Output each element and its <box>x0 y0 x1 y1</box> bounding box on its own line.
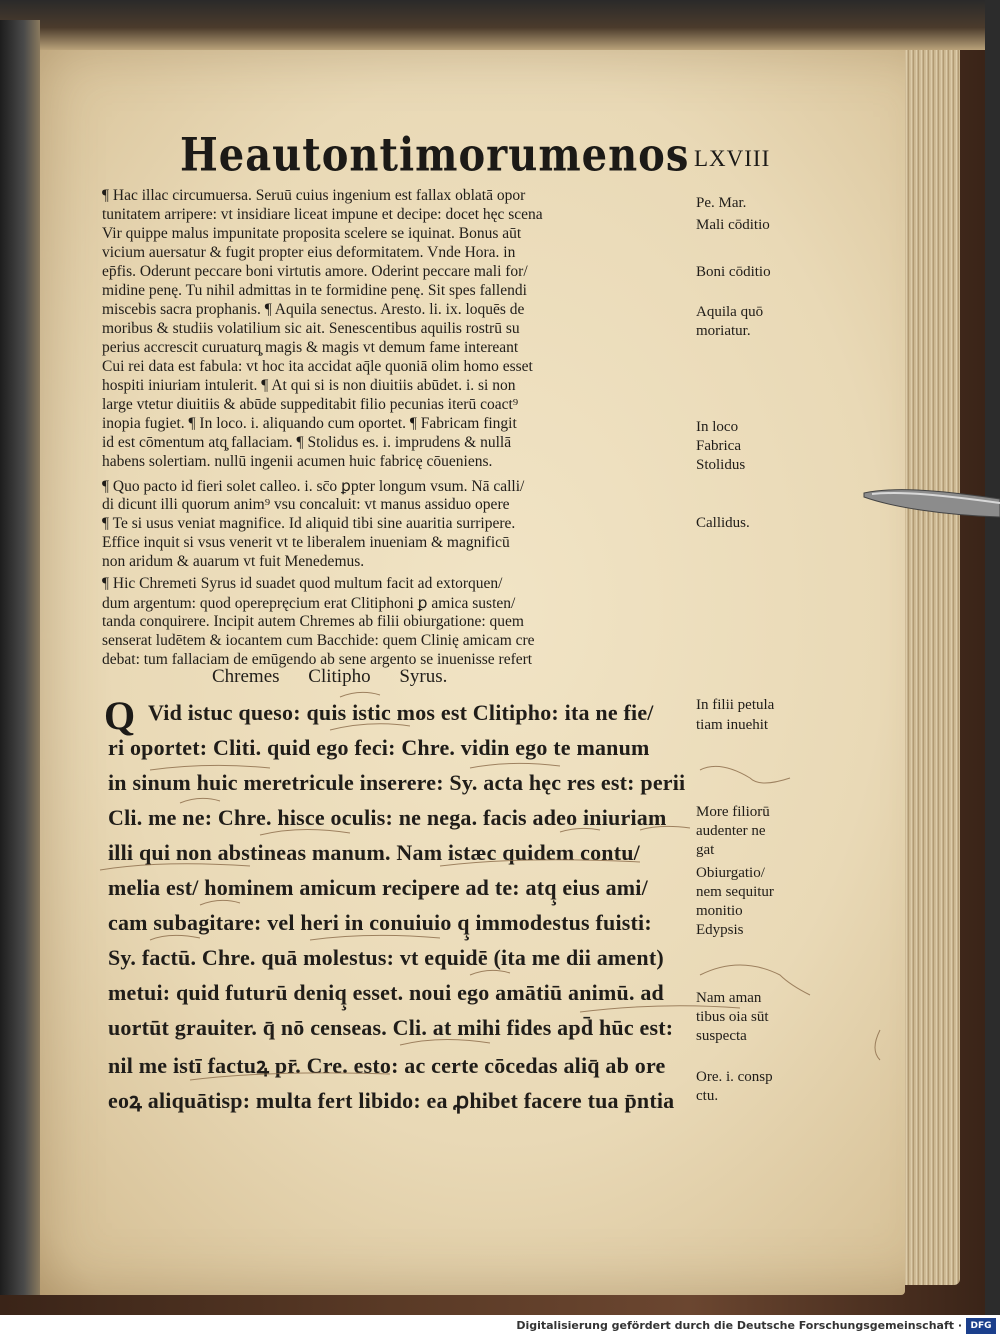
commentary-line: large vtetur diuitiis & abūde suppeditabit filio pecunias iterū coact⁹ <box>102 396 519 413</box>
verse-line: uortūt grauiter. q̄ nō censeas. Cli. at mihi fides apd̄ hūc est: <box>108 1015 674 1040</box>
dfg-logo: DFG <box>966 1318 996 1334</box>
commentary-line: ¶ Te si usus veniat magnifice. Id aliquid tibi sine auaritia surripere. <box>102 515 516 532</box>
margin-note: Stolidus <box>696 457 746 473</box>
margin-note: Nam aman <box>696 990 762 1006</box>
folio-number: LXVIII <box>694 146 771 171</box>
margin-note: gat <box>696 842 715 858</box>
commentary-line: Effice inquit si vsus venerit vt te liberalem inueniam & magnificū <box>102 534 510 551</box>
commentary-line: id est cōmentum atq̧ fallaciam. ¶ Stolidus es. i. imprudens & nullā <box>102 434 512 451</box>
commentary-line: habens solertiam. nullū ingenii acumen huic fabricę cōueniens. <box>102 453 493 470</box>
margin-note: tiam inuehit <box>696 717 769 733</box>
verse-line: melia est/ hominem amicum recipere ad te: atq̧ eius ami/ <box>108 875 648 900</box>
verse-line: Vid istuc queso: quis istic mos est Clitipho: ita ne fie/ <box>148 700 654 725</box>
verse-line: cam subagitare: vel heri in conuiuio q̧ immodestus fuisti: <box>108 910 652 935</box>
commentary-line: Vir quippe malus impunitate proposita scelere se iquinat. Bonus aūt <box>102 225 522 242</box>
verse-line: eoꝝ aliquātisp: multa fert libido: ea ꝓhibet facere tua p̄ntia <box>108 1088 675 1113</box>
margin-note: Boni cōditio <box>696 264 771 280</box>
commentary-line: ep̄fis. Oderunt peccare boni virtutis amore. Oderint peccare mali for/ <box>102 263 528 280</box>
margin-note: nem sequitur <box>696 884 774 900</box>
commentary-line: ¶ Hac illac circumuersa. Seruū cuius ingenium est fallax oblatā opor <box>102 187 526 204</box>
margin-note: Pe. Mar. <box>696 195 747 211</box>
margin-note: Obiurgatio/ <box>696 865 765 881</box>
commentary-line: perius accrescit curuaturq̧ magis & magis vt demum fame intereant <box>102 339 519 356</box>
commentary-line: tanda conquirere. Incipit autem Chremes ab filii obiurgatione: quem <box>102 613 524 630</box>
commentary-line: debat: tum fallaciam de emūgendo ab sene argento se inuenisse refert <box>102 651 533 668</box>
commentary-line: hospiti iniuriam intulerit. ¶ At qui si is non diuitiis abūdet. i. si non <box>102 377 516 394</box>
commentary-line: ¶ Quo pacto id fieri solet calleo. i. sc̄o ꝑpter longum vsum. Nā calli/ <box>102 478 525 495</box>
margin-note: tibus oia sūt <box>696 1009 769 1025</box>
commentary-line: dum argentum: quod operepręcium erat Clitiphoni ꝑ amica susten/ <box>102 595 516 612</box>
margin-note: Ore. i. consp <box>696 1069 773 1085</box>
commentary-line: senserat ludētem & iocantem cum Bacchide: quem Clinię amicam cre <box>102 632 535 649</box>
commentary-line: vicium auersatur & fugit propter eius deformitatem. Vnde Hora. in <box>102 244 516 261</box>
margin-note: In loco <box>696 419 739 435</box>
verse-line: in sinum huic meretricule inserere: Sy. acta hęc res est: perii <box>108 770 686 795</box>
dramatis-personae: Chremes Clitipho Syrus. <box>212 666 448 687</box>
verse-line: Sy. factū. Chre. quā molestus: vt equidē (ita me dii ament) <box>108 945 664 970</box>
margin-note: Edypsis <box>696 922 744 938</box>
commentary-line: midine penę. Tu nihil admittas in te formidine penę. Sit spes fallendi <box>102 282 527 299</box>
margin-note: In filii petula <box>696 697 775 713</box>
digitization-footer <box>0 1315 1000 1338</box>
verse-line: metui: quid futurū deniq̧ esset. noui ego amātiū animū. ad <box>108 980 664 1005</box>
margin-note: audenter ne <box>696 823 766 839</box>
verse-line: illi qui non abstineas manum. Nam istæc quidem contu/ <box>108 840 640 865</box>
margin-note: moriatur. <box>696 323 751 339</box>
commentary-line: ¶ Hic Chremeti Syrus id suadet quod multum facit ad extorquen/ <box>102 575 503 592</box>
margin-note: Callidus. <box>696 515 750 531</box>
margin-note: ctu. <box>696 1088 719 1104</box>
commentary-line: di dicunt illi quorum anim⁹ vsu concaluit: vt manus assiduo opere <box>102 496 510 513</box>
commentary-line: tunitatem arripere: vt insidiare liceat impune et decipe: docet hęc scena <box>102 206 543 223</box>
verse-line: ri oportet: Cliti. quid ego feci: Chre. vidin ego te manum <box>108 735 650 760</box>
margin-note: Fabrica <box>696 438 741 454</box>
commentary-line: Cui rei data est fabula: vt hoc ita accidat aq̄le quoniā olim homo esset <box>102 358 533 375</box>
commentary-line: miscebis sacra prophanis. ¶ Aquila senectus. Aresto. li. ix. loquēs de <box>102 301 525 318</box>
verse-line: nil me istī factuꝝ pr̄. Cre. esto: ac certe cōcedas aliq̄ ab ore <box>108 1053 666 1078</box>
commentary-line: moribus & studiis volatilium sic ait. Senescentibus aquilis rostrū su <box>102 320 520 337</box>
funding-credit: Digitalisierung gefördert durch die Deutsche Forschungsgemeinschaft · <box>516 1319 962 1332</box>
margin-note: Mali cōditio <box>696 217 770 233</box>
margin-note: More filiorū <box>696 804 770 820</box>
margin-note: monitio <box>696 903 743 919</box>
verse-line: Cli. me ne: Chre. hisce oculis: ne nega. facis adeo iniuriam <box>108 805 667 830</box>
running-title: Heautontimorumenos <box>180 128 690 183</box>
commentary-line: inopia fugiet. ¶ In loco. i. aliquando cum oportet. ¶ Fabricam fingit <box>102 415 517 432</box>
margin-note: suspecta <box>696 1028 747 1044</box>
margin-note: Aquila quō <box>696 304 764 320</box>
commentary-line: non aridum & auarum vt fuit Menedemus. <box>102 553 365 570</box>
drop-initial: Q <box>104 693 136 738</box>
